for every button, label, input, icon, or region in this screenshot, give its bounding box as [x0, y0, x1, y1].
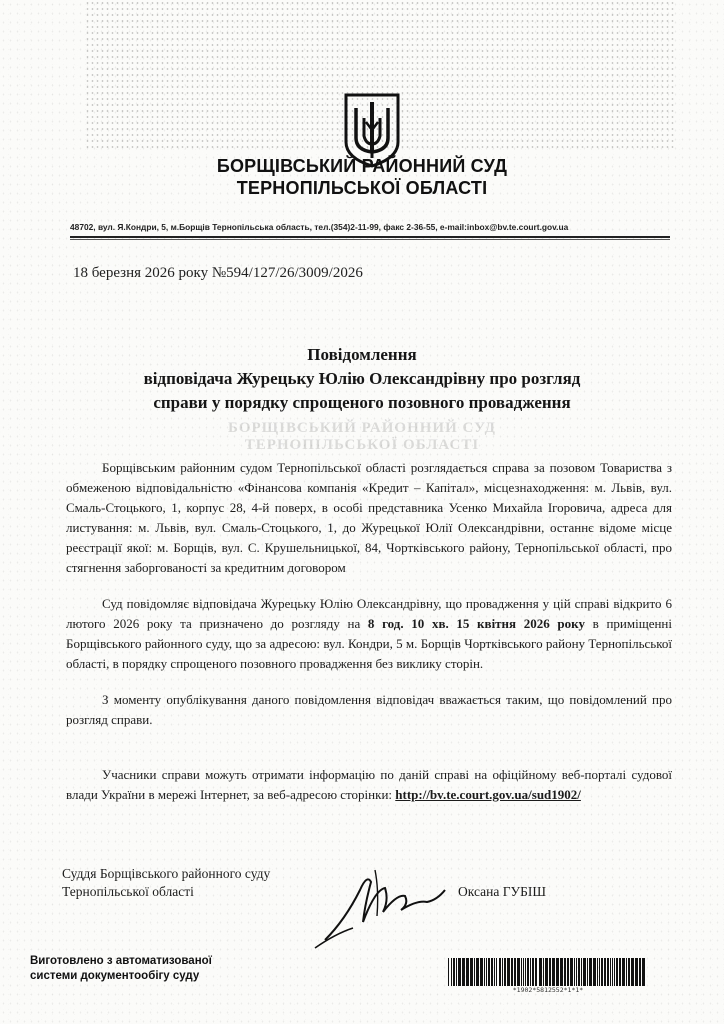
- document-title: Повідомлення: [307, 345, 417, 364]
- document-subtitle-line1: відповідача Журецьку Юлію Олександрівну про розгляд: [143, 369, 581, 388]
- date-and-number: 18 березня 2026 року №594/127/26/3009/2026: [73, 265, 363, 281]
- court-name-line2: ТЕРНОПІЛЬСЬКОЇ ОБЛАСТІ: [236, 178, 488, 198]
- paragraph-hearing-notice: [66, 594, 672, 674]
- web-portal-text: Учасники справи можуть отримати інформацію по даній справі на офіційному веб-порталі судової влади України в мережі Інтернет, за веб-адресою сторінки:: [66, 767, 672, 802]
- court-website-link[interactable]: http://bv.te.court.gov.ua/sud1902/: [395, 787, 581, 802]
- footer-generated-line2: системи документообігу суду: [30, 970, 200, 982]
- barcode-icon: [448, 958, 648, 986]
- paragraph-case-details: [66, 458, 672, 578]
- bleed-through-text-line2: ТЕРНОПІЛЬСЬКОЇ ОБЛАСТІ: [244, 437, 480, 453]
- document-subtitle-line2: справи у порядку спрощеного позовного провадження: [153, 393, 571, 412]
- header-rule-thin: [70, 239, 670, 240]
- paragraph-case-details-text: Борщівським районним судом Тернопільської області розглядається справа за позовом Товариства з обмеженою відповідальністю «Фінансова компанія «Кредит – Капітал», місцезнаходження: м. Львів, вул. Смаль-Стоцького, 1, корпус 28, 4-й поверх, в особі представника Усенко Михайла Ігоровича, адреса для листування: м. Львів, вул. Смаль-Стоцького, 1, до Журецької Юлії Олександрівни, останнє відоме місце реєстрації якої: м. Борщів, вул. С. Крушельницької, 84, Чортківського району, Тернопільської області, про стягнення заборгованості за кредитним договором: [66, 460, 672, 575]
- judge-position-line1: Суддя Борщівського районного суду: [62, 866, 271, 881]
- judge-position-line2: Тернопільської області: [62, 884, 194, 899]
- handwritten-signature-icon: [305, 860, 455, 950]
- judge-name: Оксана ГУБІШ: [458, 884, 546, 899]
- barcode-number: *1902*5812552*1*1*: [512, 986, 584, 994]
- hearing-datetime: 8 год. 10 хв. 15 квітня 2026 року: [367, 616, 585, 631]
- court-address: 48702, вул. Я.Кондри, 5, м.Борщів Тернопільська область, тел.(354)2-11-99, факс 2-36-55, e-mail:inbox@bv.te.court.gov.ua: [70, 222, 569, 232]
- paragraph-web-portal: [66, 765, 672, 805]
- header-rule: [70, 236, 670, 238]
- paragraph-publication-notice: [66, 690, 672, 730]
- hearing-notice-text-part2: в приміщенні Борщівського районного суду, що за адресою: вул. Кондри, 5 м. Борщів Чортківського району Тернопільської області, в порядку спрощеного позовного провадження без виклику сторін.: [66, 616, 673, 671]
- bleed-through-text-line1: БОРЩІВСЬКИЙ РАЙОННИЙ СУД: [228, 420, 496, 436]
- publication-notice-text: З моменту опублікування даного повідомлення відповідач вважається таким, що повідомлений про розгляд справи.: [66, 692, 672, 727]
- court-name-line1: БОРЩІВСЬКИЙ РАЙОННИЙ СУД: [216, 156, 508, 176]
- hearing-notice-text-part1: Суд повідомляє відповідача Журецьку Юлію Олександрівну, що провадження у цій справі відкрито 6 лютого 2026 року та призначено до розгляду на: [66, 596, 672, 631]
- footer-generated-line1: Виготовлено з автоматизованої: [30, 955, 212, 967]
